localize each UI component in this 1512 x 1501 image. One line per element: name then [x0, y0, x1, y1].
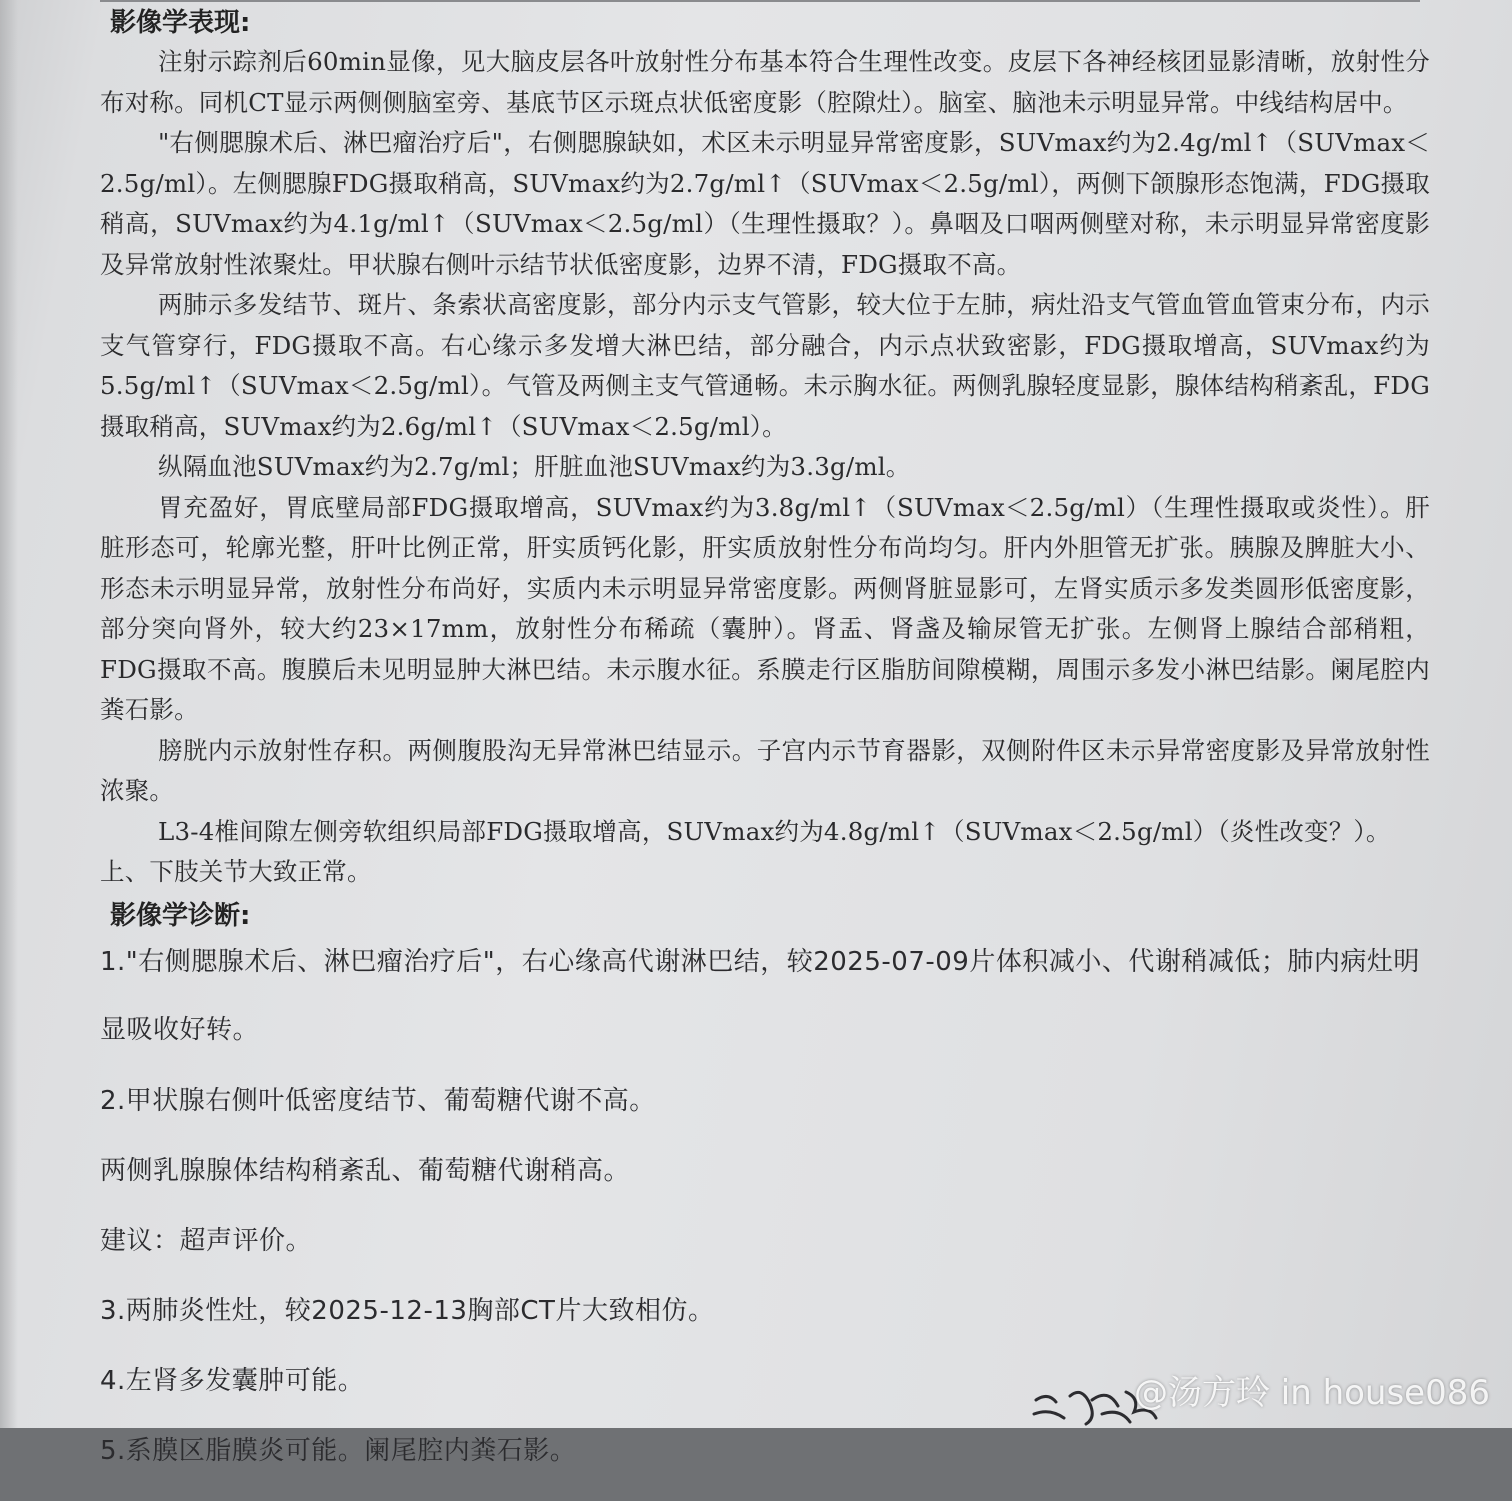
diagnosis-item-1: 1."右侧腮腺术后、淋巴瘤治疗后"，右心缘高代谢淋巴结，较2025-07-09片体积减小、代谢稍减低；肺内病灶明 — [100, 946, 1420, 977]
diagnosis-heading: 影像学诊断: — [110, 900, 251, 931]
diagnosis-item-5: 5.系膜区脂膜炎可能。阑尾腔内粪石影。 — [100, 1435, 577, 1466]
findings-head-neck: "右侧腮腺术后、淋巴瘤治疗后"，右侧腮腺缺如，术区未示明显异常密度影，SUVmax约为2.4g/ml↑（SUVmax＜2.5g/ml）。左侧腮腺FDG摄取稍高，SUVmax约为2.7g/ml↑（SUVmax＜2.5g/ml），两侧下颌腺形态饱满，FDG摄取稍高，SUVmax约为4.1g/ml↑（SUVmax＜2.5g/ml）（生理性摄取？）。鼻咽及口咽两侧壁对称，未示明显异常密度影及异常放射性浓聚灶。甲状腺右侧叶示结节状低密度影，边界不清，FDG摄取不高。 — [100, 128, 1430, 279]
page-edge-shadow — [0, 0, 18, 1428]
findings-brain: 注射示踪剂后60min显像，见大脑皮层各叶放射性分布基本符合生理性改变。皮层下各神经核团显影清晰，放射性分布对称。同机CT显示两侧侧脑室旁、基底节区示斑点状低密度影（腔隙灶）。脑室、脑池未示明显异常。中线结构居中。 — [100, 47, 1430, 117]
report-content — [100, 4, 1430, 1501]
diagnosis-item-3: 3.两肺炎性灶，较2025-12-13胸部CT片大致相仿。 — [100, 1295, 715, 1326]
diagnosis-item-2: 2.甲状腺右侧叶低密度结节、葡萄糖代谢不高。 — [100, 1085, 656, 1116]
findings-spine: L3-4椎间隙左侧旁软组织局部FDG摄取增高，SUVmax约为4.8g/ml↑（SUVmax＜2.5g/ml）（炎性改变？）。 — [158, 816, 1391, 846]
findings-abdomen: 胃充盈好，胃底壁局部FDG摄取增高，SUVmax约为3.8g/ml↑（SUVmax＜2.5g/ml）（生理性摄取或炎性）。肝脏形态可，轮廓光整，肝叶比例正常，肝实质钙化影，肝实质放射性分布尚均匀。肝内外胆管无扩张。胰腺及脾脏大小、形态未示明显异常，放射性分布尚好，实质内未示明显异常密度影。两侧肾脏显影可，左肾实质示多发类圆形低密度影，部分突向肾外，较大约23×17mm，放射性分布稀疏（囊肿）。肾盂、肾盏及输尿管无扩张。左侧肾上腺结合部稍粗，FDG摄取不高。腹膜后未见明显肿大淋巴结。未示腹水征。系膜走行区脂肪间隙模糊，周围示多发小淋巴结影。阑尾腔内粪石影。 — [100, 492, 1430, 724]
watermark: @汤方玲 in house086 — [1133, 1373, 1490, 1413]
findings-blood-pool: 纵隔血池SUVmax约为2.7g/ml；肝脏血池SUVmax约为3.3g/ml。 — [158, 452, 911, 481]
top-rule — [100, 0, 1420, 2]
diagnosis-item-2b: 两侧乳腺腺体结构稍紊乱、葡萄糖代谢稍高。 — [100, 1155, 631, 1186]
diagnosis-item-1-cont: 显吸收好转。 — [100, 1014, 260, 1045]
diagnosis-item-4: 4.左肾多发囊肿可能。 — [100, 1365, 365, 1396]
findings-pelvis: 膀胱内示放射性存积。两侧腹股沟无异常淋巴结显示。子宫内示节育器影，双侧附件区未示异常密度影及异常放射性浓聚。 — [100, 735, 1430, 805]
findings-limbs: 上、下肢关节大致正常。 — [100, 857, 372, 886]
diagnosis-advice: 建议：超声评价。 — [100, 1225, 313, 1256]
findings-chest: 两肺示多发结节、斑片、条索状高密度影，部分内示支气管影，较大位于左肺，病灶沿支气管血管血管束分布，内示支气管穿行，FDG摄取不高。右心缘示多发增大淋巴结，部分融合，内示点状致密影，FDG摄取增高，SUVmax约为5.5g/ml↑（SUVmax＜2.5g/ml）。气管及两侧主支气管通畅。未示胸水征。两侧乳腺轻度显影，腺体结构稍紊乱，FDG摄取稍高，SUVmax约为2.6g/ml↑（SUVmax＜2.5g/ml）。 — [100, 290, 1430, 441]
findings-heading: 影像学表现: — [110, 8, 251, 38]
